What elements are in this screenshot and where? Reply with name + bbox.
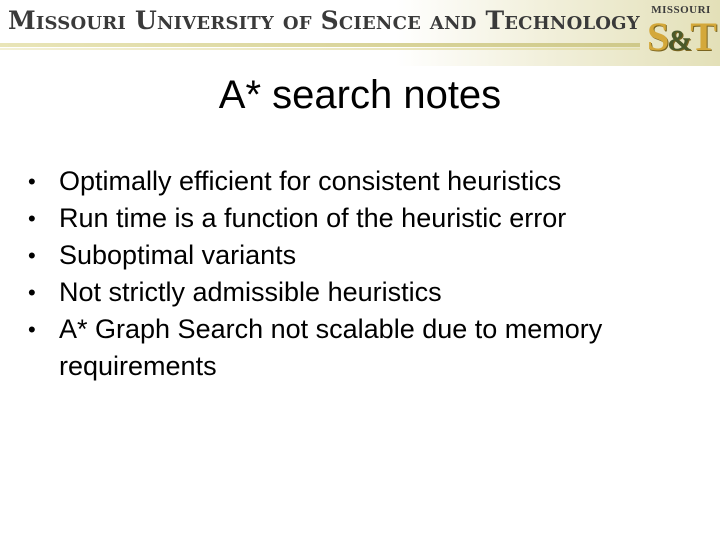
logo-mark-ampersand: & bbox=[667, 24, 691, 57]
bullet-item bbox=[28, 237, 708, 274]
bullet-text: Optimally efficient for consistent heuristics bbox=[59, 166, 562, 196]
bullet-list bbox=[28, 163, 708, 385]
header-divider-secondary bbox=[0, 48, 640, 50]
bullet-text: Not strictly admissible heuristics bbox=[59, 277, 442, 307]
bullet-text: A* Graph Search not scalable due to memory requirements bbox=[59, 314, 603, 381]
logo-mark bbox=[646, 15, 716, 63]
bullet-item bbox=[28, 200, 708, 237]
bullet-text: Suboptimal variants bbox=[59, 240, 297, 270]
bullet-icon: • bbox=[28, 243, 36, 268]
bullet-item bbox=[28, 311, 708, 385]
university-logo bbox=[646, 4, 716, 64]
slide-title: A* search notes bbox=[218, 73, 502, 117]
bullet-icon: • bbox=[28, 317, 36, 342]
bullet-item bbox=[28, 274, 708, 311]
university-name: Missouri University of Science and Technology bbox=[8, 6, 640, 35]
bullet-icon: • bbox=[28, 280, 36, 305]
bullet-icon: • bbox=[28, 169, 36, 194]
bullet-item bbox=[28, 163, 708, 200]
header-divider bbox=[0, 43, 640, 47]
logo-top-text: MISSOURI bbox=[651, 4, 711, 16]
logo-mark-s: S bbox=[647, 14, 668, 59]
bullet-icon: • bbox=[28, 206, 36, 231]
logo-mark-t: T bbox=[690, 14, 715, 59]
bullet-text: Run time is a function of the heuristic error bbox=[59, 203, 567, 233]
header-banner bbox=[0, 0, 720, 66]
